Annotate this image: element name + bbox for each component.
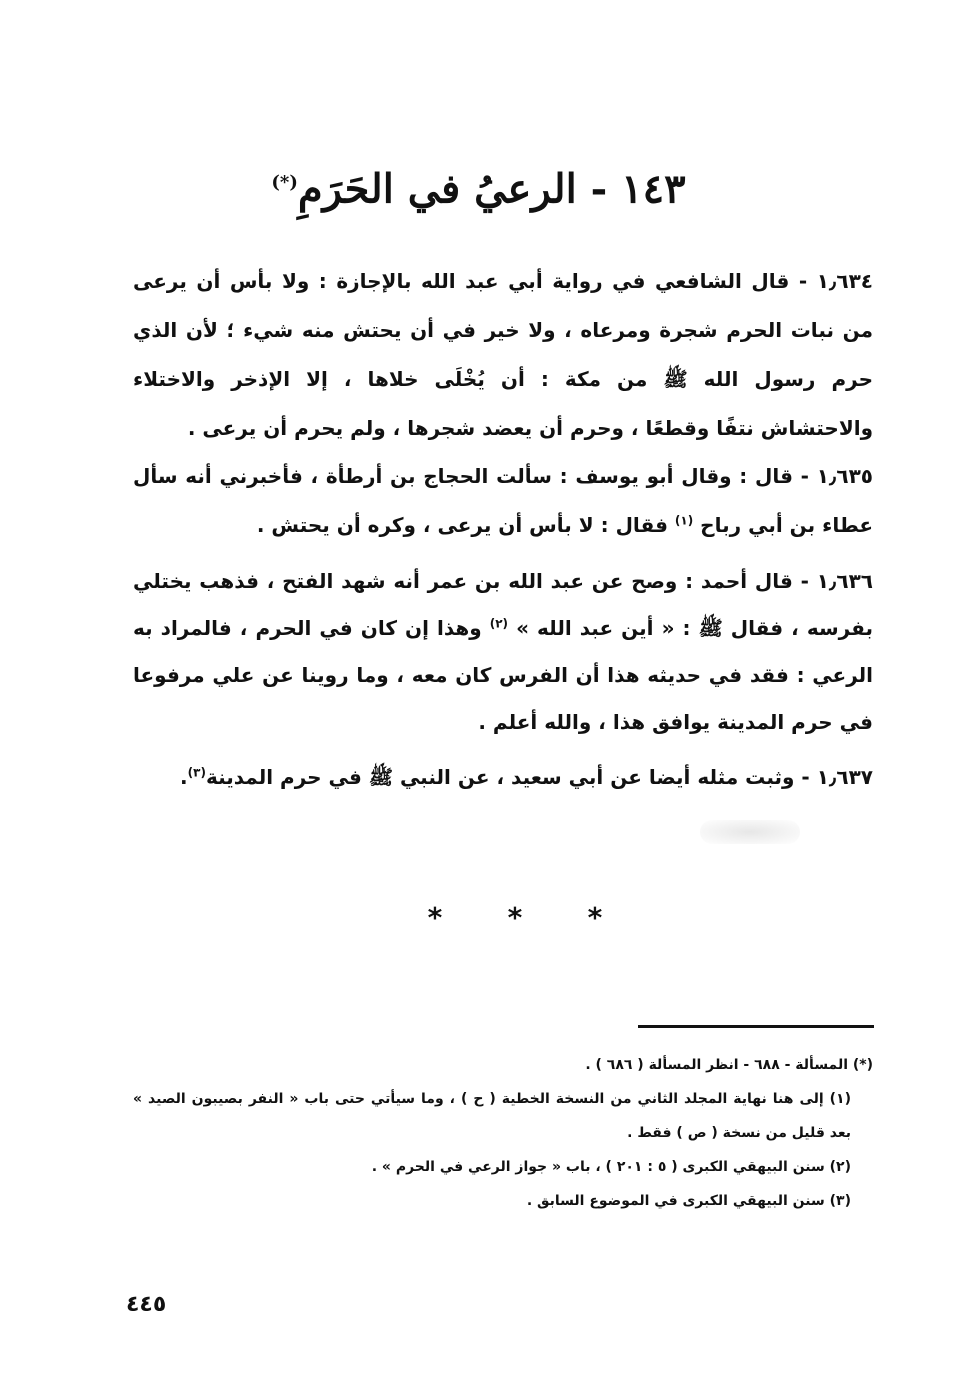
footnote-2: (٢) سنن البيهقي الكبرى ( ٥ : ٢٠١ ) ، باب « جواز الرعي في الحرم » . <box>371 1159 851 1175</box>
footnote-1: (١) إلى هنا نهاية المجلد الثاني من النسخة الخطية ( ح ) ، وما سيأتي حتى باب « النفر بصيبون الصيد » بعد قليل من نسخة ( ص ) فقط . <box>133 1091 851 1141</box>
paragraph-1636 <box>133 558 873 746</box>
divider-star: * <box>587 901 603 934</box>
divider-star: * <box>427 901 443 934</box>
paragraph-1637-text-end: . <box>180 765 188 789</box>
footnote-ref-1: (١) <box>674 513 694 528</box>
footnote-ref-2: (٢) <box>489 616 509 631</box>
chapter-footnote-marker: (*) <box>271 172 298 193</box>
footnote-3: (٣) سنن البيهقي الكبرى في الموضوع السابق . <box>526 1193 851 1209</box>
divider-star: * <box>507 901 523 934</box>
paragraph-1635-text-start: ١٫٦٣٥ - قال : وقال أبو يوسف : سألت الحجاج بن أرطأة ، فأخبرني أنه سأل عطاء بن أبي رباح <box>133 464 873 537</box>
paragraph-1634: ١٫٦٣٤ - قال الشافعي في رواية أبي عبد الله بالإجازة : ولا بأس أن يرعى من نبات الحرم شجرة ومرعاه ، ولا خير في أن يحتش منه شيء ؛ لأن الذي حرم رسول الله ﷺ من مكة : أن يُخْلَى خلاها ، إلا الإذخر والاختلاء والاحتشاش نتفًا وقطعًا ، وحرم أن يعضد شجرها ، ولم يحرم أن يرعى . <box>133 269 873 440</box>
page-number: ٤٤٥ <box>126 1292 167 1317</box>
chapter-heading: - الرعيُ في الحَرَمِ <box>297 165 608 213</box>
chapter-title <box>130 148 827 224</box>
footnote-separator-line <box>638 1025 874 1028</box>
footnotes <box>133 1048 873 1218</box>
paragraph-1637-text-start: ١٫٦٣٧ - وثبت مثله أيضا عن أبي سعيد ، عن النبي ﷺ في حرم المدينة <box>205 765 873 789</box>
paragraph-1635 <box>133 452 873 550</box>
section-divider-stars <box>420 898 610 938</box>
chapter-number: ١٤٣ <box>621 165 686 213</box>
paragraph-1635-text-end: فقال : لا بأس أن يرعى ، وكره أن يحتش . <box>256 513 668 537</box>
footnote-star: (*) المسألة - ٦٨٨ - انظر المسألة ( ٦٨٦ ) . <box>585 1057 873 1073</box>
scan-smudge <box>700 820 800 844</box>
paragraph-1636-text-start: ١٫٦٣٦ - قال أحمد : وصح عن عبد الله بن عمر أنه شهد الفتح ، فذهب يختلي بفرسه ، فقال ﷺ : « أين عبد الله » <box>133 569 873 640</box>
paragraph-1636-text-end: وهذا إن كان في الحرم ، فالمراد به الرعي : فقد في حديثه هذا أن الفرس كان معه ، وما روينا عن علي مرفوعا في حرم المدينة يوافق هذا ، والله أعلم . <box>133 616 873 734</box>
paragraph-1637 <box>133 753 873 802</box>
footnote-ref-3: (٣) <box>187 765 206 780</box>
